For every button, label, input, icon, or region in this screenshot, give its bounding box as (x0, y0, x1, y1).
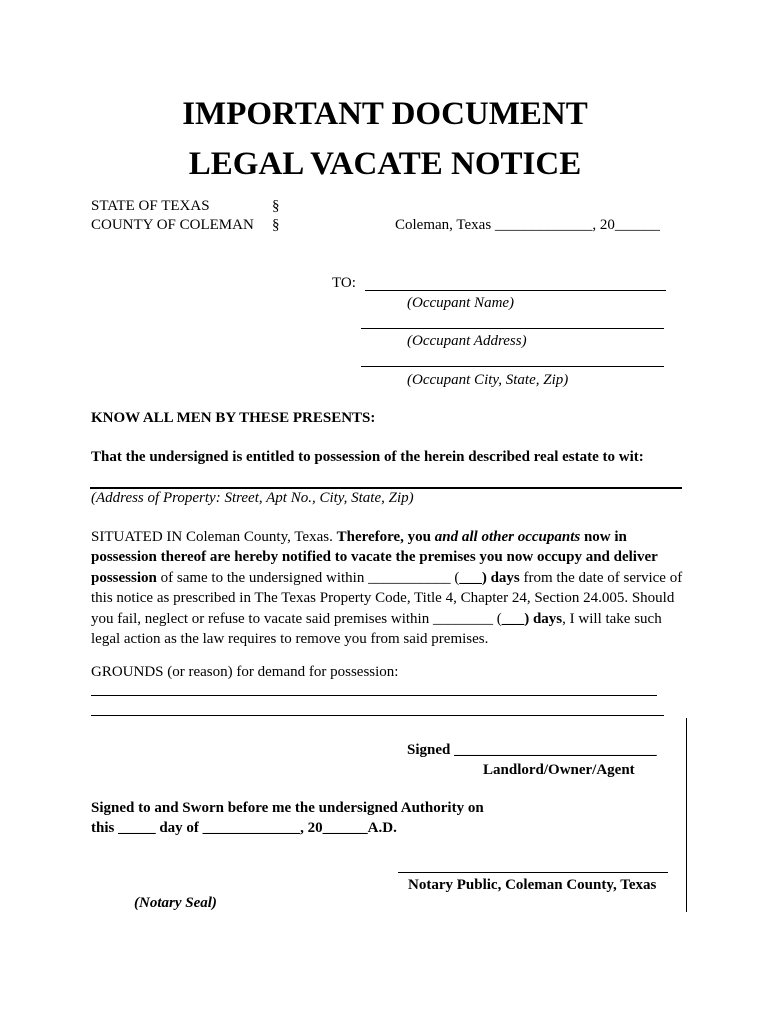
therefore-text: Therefore, you (336, 529, 435, 545)
sworn-date-line: this _____ day of _____________, 20______A.D. (91, 820, 397, 836)
grounds-line (91, 715, 664, 716)
document-title: IMPORTANT DOCUMENT (182, 96, 588, 132)
sworn-statement: Signed to and Sworn before me the undersigned Authority on (91, 800, 484, 816)
document-subtitle: LEGAL VACATE NOTICE (188, 146, 582, 182)
grounds-line (91, 695, 657, 696)
days-text: ___) days (459, 569, 520, 586)
occupant-name-caption: (Occupant Name) (407, 295, 515, 311)
property-address-caption: (Address of Property: Street, Apt No., City, State, Zip) (91, 490, 414, 506)
notary-seal-label: (Notary Seal) (134, 895, 217, 911)
county-label: COUNTY OF COLEMAN (91, 217, 254, 233)
days-text: ___) days (501, 610, 563, 627)
occupant-city-caption: (Occupant City, State, Zip) (407, 372, 569, 388)
notary-label: Notary Public, Coleman County, Texas (408, 877, 657, 893)
occupant-address-line (361, 328, 664, 329)
occupant-city-line (361, 366, 664, 367)
vacate-demand-text: now in possession thereof are hereby notified to vacate the premises you now occupy and deliver possession (91, 529, 658, 586)
grounds-label: GROUNDS (or reason) for demand for possession: (91, 664, 399, 680)
occupant-address-caption: (Occupant Address) (407, 333, 527, 349)
all-occupants-text: and all other occupants (434, 529, 581, 545)
section-symbol: § (272, 198, 280, 214)
signer-role: Landlord/Owner/Agent (483, 762, 635, 778)
entitled-statement: That the undersigned is entitled to possession of the herein described real estate to wit: (91, 449, 644, 465)
occupant-name-line (365, 290, 666, 291)
to-label: TO: (332, 275, 356, 291)
know-all-heading: KNOW ALL MEN BY THESE PRESENTS: (91, 410, 376, 426)
legal-action-text: , I will take such legal action as the law requires to remove you from said premises. (91, 610, 662, 648)
situated-text: SITUATED IN Coleman County, Texas. (91, 529, 337, 545)
section-symbol: § (272, 217, 280, 233)
place-date-line: Coleman, Texas _____________, 20______ (395, 217, 660, 233)
margin-rule (686, 718, 687, 912)
signed-line: Signed ___________________________ (407, 742, 657, 758)
notice-paragraph (91, 527, 693, 649)
state-label: STATE OF TEXAS (91, 198, 210, 214)
within-text: of same to the undersigned within ___________ ( (156, 569, 460, 586)
statute-text: from the date of service of this notice as prescribed in The Texas Property Code, Title 4, Chapter 24, Section 24.005. Should you fail, neglect or refuse to vacate said premises within ________ ( (91, 569, 683, 627)
property-address-line (90, 487, 682, 489)
notary-signature-line (398, 872, 668, 873)
